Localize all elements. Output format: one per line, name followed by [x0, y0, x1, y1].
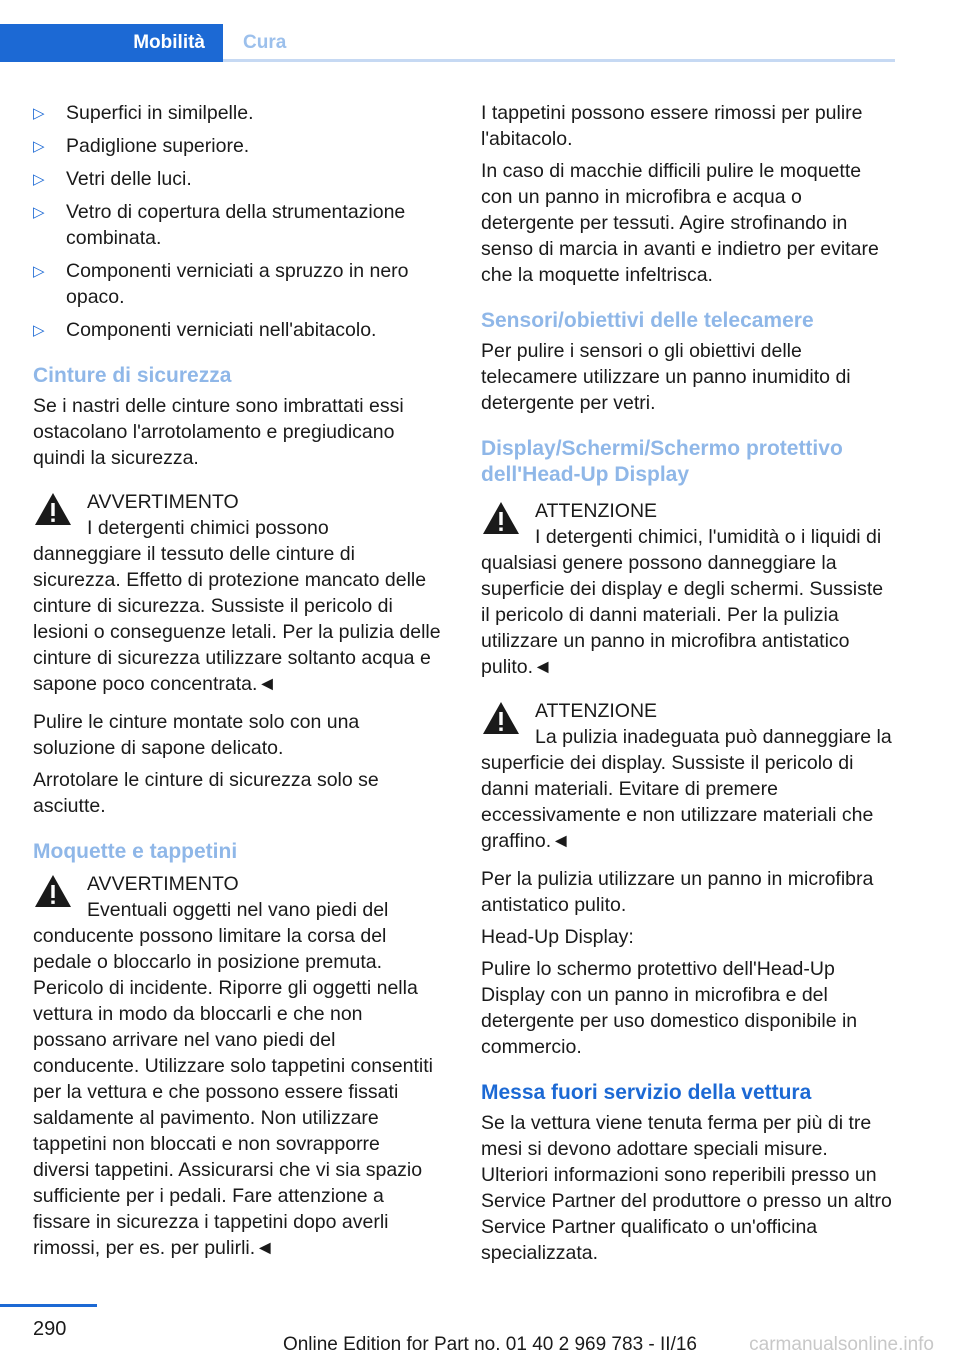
- warning-box-belts: [33, 489, 441, 697]
- warning-title: AVVERTIMENTO: [87, 873, 239, 895]
- footer-rule: [0, 1304, 97, 1307]
- list-item: ▷ Vetri delle luci.: [33, 166, 441, 192]
- carpets-paragraph-1: I tappetini possono essere rimossi per pulire l'abitacolo.: [481, 102, 863, 150]
- section-heading-sensors: Sensori/obiettivi delle telecamere: [481, 309, 814, 332]
- left-column: [33, 100, 441, 1273]
- edition-note: Online Edition for Part no. 01 40 2 969 783 - II/16: [282, 1334, 697, 1355]
- displays-paragraph-2: Head-Up Display:: [481, 926, 634, 948]
- caution-body: I detergenti chimici, l'umidità o i liquidi di qualsiasi genere possono danneggiare la superficie dei display e degli schermi. Sussiste il pericolo di danni materiali. Per la pulizia utilizzare un panno in microfibra antistatico pulito.◄: [481, 526, 884, 678]
- bullet-list: [33, 100, 441, 343]
- caution-box-displays-1: [481, 498, 893, 680]
- storage-paragraph: Se la vettura viene tenuta ferma per più di tre mesi si devono adottare speciali misure. Ulteriori informazioni sono reperibili presso un Service Partner del produttore o presso un altro Service Partner qualificato o un'officina specializzata.: [481, 1112, 892, 1264]
- section-heading-belts: Cinture di sicurezza: [33, 364, 232, 387]
- list-item: ▷ Componenti verniciati nell'abitacolo.: [33, 317, 441, 343]
- bullet-triangle-icon: ▷: [33, 263, 45, 280]
- list-item: ▷ Padiglione superiore.: [33, 133, 441, 159]
- page-number: 290: [33, 1318, 67, 1340]
- tab-mobilita[interactable]: Mobilità: [0, 24, 223, 62]
- caution-body: La pulizia inadeguata può danneggiare la superficie dei display. Sussiste il pericolo di danni materiali. Evitare di premere eccessivamente e non utilizzare materiali che graffino.◄: [481, 726, 892, 852]
- carpets-paragraph-2: In caso di macchie difficili pulire le moquette con un panno in microfibra e acqua o detergente per tessuti. Agire strofinando in senso di marcia in avanti e indietro per evitare che la moquette infeltrisca.: [481, 160, 879, 286]
- bullet-triangle-icon: ▷: [33, 171, 45, 188]
- tab-divider: [223, 59, 895, 62]
- warning-icon: [33, 873, 73, 909]
- bullet-triangle-icon: ▷: [33, 105, 45, 122]
- watermark: carmanualsonline.info: [749, 1334, 934, 1355]
- warning-title: AVVERTIMENTO: [87, 491, 239, 513]
- section-heading-carpets: Moquette e tappetini: [33, 840, 238, 863]
- sensors-paragraph: Per pulire i sensori o gli obiettivi delle telecamere utilizzare un panno inumidito di detergente per vetri.: [481, 340, 851, 414]
- section-heading-displays: Display/Schermi/Schermo protettivo dell'Head-Up Display: [481, 437, 843, 486]
- chapter-tabs: [0, 24, 895, 62]
- bullet-triangle-icon: ▷: [33, 204, 45, 221]
- caution-title: ATTENZIONE: [535, 500, 658, 522]
- right-column: [481, 100, 893, 1272]
- displays-paragraph-3: Pulire lo schermo protettivo dell'Head-Up Display con un panno in microfibra e del detergente per uso domestico disponibile in commercio.: [481, 958, 858, 1058]
- warning-icon: [481, 700, 521, 736]
- belts-paragraph-1: Pulire le cinture montate solo con una soluzione di sapone delicato.: [33, 711, 360, 759]
- caution-title: ATTENZIONE: [535, 700, 658, 722]
- displays-paragraph-1: Per la pulizia utilizzare un panno in microfibra antistatico pulito.: [481, 868, 874, 916]
- warning-body: I detergenti chimici possono danneggiare il tessuto delle cinture di sicurezza. Effetto di protezione mancato delle cinture di sicurezza. Sussiste il pericolo di lesioni o conseguenze letali. Per la pulizia delle cinture di sicurezza utilizzare soltanto acqua e sapone poco concentrata.◄: [33, 517, 441, 695]
- caution-box-displays-2: [481, 698, 893, 854]
- warning-body: Eventuali oggetti nel vano piedi del conducente possono limitare la corsa del pedale o bloccarlo in posizione premuta. Pericolo di incidente. Riporre gli oggetti nella vettura in modo da bloccarli e che non possano arrivare nel vano piedi del conducente. Utilizzare solo tappetini consentiti per la vettura e che possono essere fissati saldamente al pavimento. Non utilizzare tappetini non bloccati e non sovrapporre diversi tappetini. Assicurarsi che vi sia spazio sufficiente per i pedali. Fare attenzione a fissare in sicurezza i tappetini dopo averli rimossi, per es. per pulirli.◄: [33, 899, 433, 1259]
- warning-box-carpets: [33, 871, 441, 1261]
- belts-paragraph-2: Arrotolare le cinture di sicurezza solo se asciutte.: [33, 769, 379, 817]
- tab-cura[interactable]: Cura: [243, 32, 287, 53]
- warning-icon: [33, 491, 73, 527]
- list-item: ▷ Vetro di copertura della strumentazione combinata.: [33, 201, 406, 249]
- bullet-triangle-icon: ▷: [33, 322, 45, 339]
- warning-icon: [481, 500, 521, 536]
- belts-intro: Se i nastri delle cinture sono imbrattati essi ostacolano l'arrotolamento e pregiudicano quindi la sicurezza.: [33, 395, 404, 469]
- bullet-triangle-icon: ▷: [33, 138, 45, 155]
- list-item: ▷ Componenti verniciati a spruzzo in nero opaco.: [33, 260, 409, 308]
- list-item: ▷ Superfici in similpelle.: [33, 100, 441, 126]
- section-heading-storage: Messa fuori servizio della vettura: [481, 1081, 812, 1104]
